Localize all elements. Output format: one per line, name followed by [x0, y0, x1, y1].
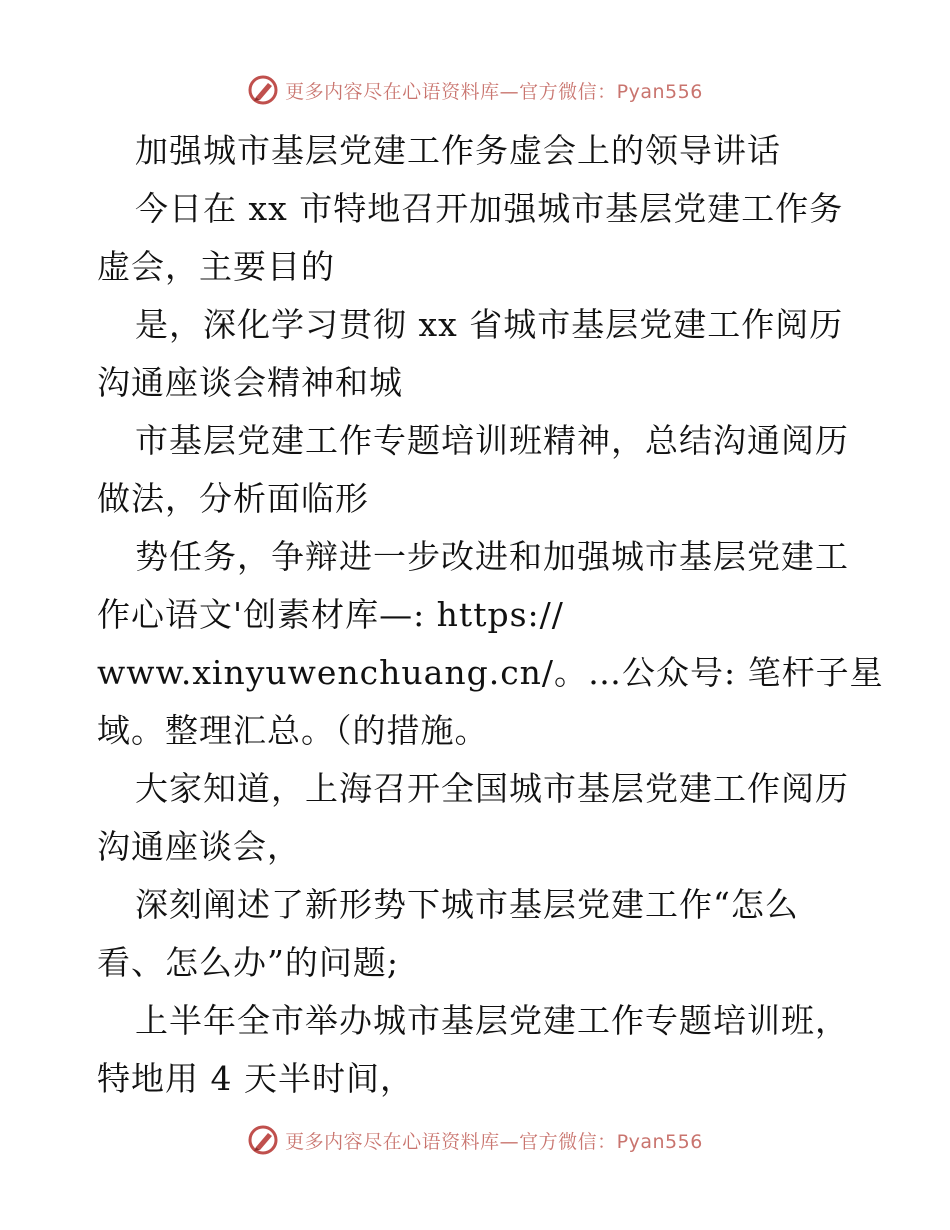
text-line: 市基层党建工作专题培训班精神，总结沟通阅历	[135, 421, 849, 460]
text-line: 特地用 4 天半时间，	[97, 1059, 414, 1098]
pen-logo-icon	[247, 1124, 279, 1156]
text-line: 大家知道，上海召开全国城市基层党建工作阅历	[135, 769, 849, 808]
text-line: 沟通座谈会精神和城	[97, 363, 403, 402]
text-line: 今日在 xx 市特地召开加强城市基层党建工作务	[135, 189, 844, 228]
text-line: 深刻阐述了新形势下城市基层党建工作“怎么	[135, 885, 799, 924]
pen-logo-icon	[247, 74, 279, 106]
header-banner-text: 更多内容尽在心语资料库—官方微信：Pyan556	[285, 80, 703, 103]
text-line: www.xinyuwenchuang.cn/。…公众号: 笔杆子星	[97, 653, 884, 692]
text-line: 做法，分析面临形	[97, 479, 369, 518]
text-line: 虚会，主要目的	[97, 247, 335, 286]
document-body	[97, 122, 884, 1108]
text-line: 沟通座谈会，	[97, 827, 301, 866]
footer-banner-text: 更多内容尽在心语资料库—官方微信：Pyan556	[285, 1130, 703, 1153]
document-title: 加强城市基层党建工作务虚会上的领导讲话	[135, 131, 781, 170]
text-line: 上半年全市举办城市基层党建工作专题培训班，	[135, 1001, 849, 1040]
text-line: 作心语文'创素材库—: https://	[97, 595, 564, 634]
header-banner	[0, 70, 950, 110]
text-line: 是，深化学习贯彻 xx 省城市基层党建工作阅历	[135, 305, 844, 344]
footer-banner	[0, 1120, 950, 1160]
text-line: 势任务，争辩进一步改进和加强城市基层党建工	[135, 537, 849, 576]
text-line: 看、怎么办”的问题;	[97, 943, 399, 982]
text-line: 域。整理汇总。（的措施。	[97, 711, 489, 750]
